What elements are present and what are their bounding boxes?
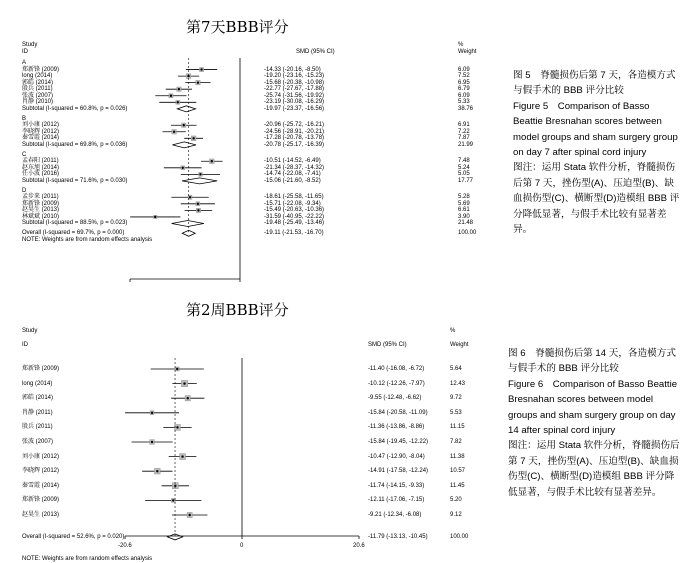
fig5-study-label: 任小波 (2016) xyxy=(22,171,60,178)
fig5-study-label: 郑新锋 (2009) xyxy=(22,200,60,207)
fig6-point xyxy=(176,368,178,370)
fig6-ci-value: -12.11 (-17.06, -7.15) xyxy=(368,497,425,504)
fig6-study-label: 秦雪霞 (2014) xyxy=(22,482,60,489)
fig6-ci-value: -10.12 (-12.26, -7.97) xyxy=(368,380,425,387)
fig5-weight-value: 5.33 xyxy=(458,99,470,106)
fig6-point xyxy=(156,470,158,472)
fig5-ci-value: -10.51 (-14.52, -6.49) xyxy=(264,158,321,165)
fig5-ci-value: -18.61 (-25.58, -11.65) xyxy=(264,194,324,201)
fig5-ci-value: -17.28 (-20.78, -13.78) xyxy=(264,135,325,142)
fig5-weight-value: 5.05 xyxy=(458,171,470,178)
fig5-caption-en-title: Figure 5 Comparison of Basso Beattie Bresnahan scores between model groups and sham surgery group on day 7 after spinal cord injury xyxy=(513,100,678,159)
fig5-caption-note: 图注：运用 Stata 软件分析，脊髓损伤后第 7 天，挫伤型(A)、压迫型(B)、缺血损伤型(C)、横断型(D)造模组 BBB 评分降低显著，与假手术比较有显著差异。 xyxy=(513,162,680,236)
fig5-study-label: 郑新锋 (2009) xyxy=(22,66,60,73)
fig6-study-label: 李晓辉 (2012) xyxy=(22,468,60,475)
fig6-ci-value: -11.79 (-13.13, -10.45) xyxy=(368,533,428,540)
fig6-weight-value: 10.57 xyxy=(450,468,466,475)
fig5-ci-value: -19.48 (-25.49, -13.46) xyxy=(264,220,325,227)
fig6-tick-label-right: 20.6 xyxy=(353,543,365,549)
fig6-note: NOTE: Weights are from random effects analysis xyxy=(22,555,153,562)
fig5-study-label: Subtotal (I-squared = 69.8%, p = 0.036) xyxy=(22,141,128,148)
fig6-study-label: 殷兵 (2011) xyxy=(22,424,53,431)
fig5-weight-value: 6.95 xyxy=(458,79,470,86)
fig6-weight-value: 11.38 xyxy=(450,453,465,460)
fig5-study-label: 林斌斌 (2010) xyxy=(22,213,60,220)
fig5-weight-value: 7.52 xyxy=(458,73,470,80)
fig5-weight-value: 7.22 xyxy=(458,128,470,135)
fig5-ci-value: -31.59 (-40.95, -22.22) xyxy=(264,213,325,220)
fig6-weight-value: 9.12 xyxy=(450,512,462,518)
fig6-caption-note: 图注：运用 Stata 软件分析，脊髓损伤后第 7 天，挫伤型(A)、压迫型(B)、缺血损伤型(C)、横断型(D)造模组 BBB 评分降低显著，与假手术比较有显著差异。 xyxy=(508,440,680,498)
fig6-weight-value: 9.72 xyxy=(450,395,462,402)
fig5-weight-value: 5.24 xyxy=(458,164,470,171)
fig5-weight-value: 6.91 xyxy=(458,122,470,129)
fig5-ci-value: -24.56 (-28.91, -20.21) xyxy=(264,128,325,135)
fig5-study-label: Subtotal (I-squared = 88.5%, p = 0.023) xyxy=(22,220,128,227)
fig6-header-weight: Weight xyxy=(450,342,469,348)
fig5-group-label: B xyxy=(22,115,27,122)
fig6-point xyxy=(176,426,178,428)
fig5-study-label: 孟春阳 (2011) xyxy=(22,158,59,165)
fig5-group-label: D xyxy=(22,187,27,194)
fig5-header-id: ID xyxy=(22,49,28,55)
fig5-study-label: 郭皓 (2014) xyxy=(22,79,54,86)
fig6-weight-value: 5.53 xyxy=(450,409,462,416)
fig5-study-label: Overall (I-squared = 69.7%, p = 0.000) xyxy=(22,230,125,237)
fig5-study-label: 李晓辉 (2012) xyxy=(22,128,60,135)
fig5-weight-value: 17.77 xyxy=(458,177,474,184)
fig5-title: 第7天BBB评分 xyxy=(186,18,289,36)
fig5-header-study: Study xyxy=(22,42,38,48)
fig6-weight-value: 5.20 xyxy=(450,497,462,504)
fig5-ci-value: -15.49 (-20.63, -10.36) xyxy=(264,207,325,214)
fig5-weight-value: 21.99 xyxy=(458,141,474,148)
fig6-weight-value: 5.64 xyxy=(450,366,462,372)
fig6-ci-value: -14.91 (-17.58, -12.24) xyxy=(368,468,429,475)
fig5-header-pct: % xyxy=(458,42,464,48)
fig6-ci-value: -11.36 (-13.86, -8.86) xyxy=(368,424,425,431)
fig6-study-label: 郑新锋 (2009) xyxy=(22,366,60,372)
fig5-weight-value: 7.48 xyxy=(458,158,470,165)
fig6-ci-value: -11.74 (-14.15, -9.33) xyxy=(368,482,425,489)
fig5-ci-value: -19.11 (-21.53, -16.70) xyxy=(264,230,324,237)
fig6-ci-value: -10.47 (-12.90, -8.04) xyxy=(368,453,425,460)
fig5-study-label: Subtotal (I-squared = 71.6%, p = 0.030) xyxy=(22,177,128,184)
fig6-study-label: 刘小康 (2012) xyxy=(22,453,60,460)
fig5-header-smd: SMD (95% CI) xyxy=(296,49,335,55)
fig5-ci-value: -20.78 (-25.17, -16.39) xyxy=(264,141,325,148)
fig6-tick-label-zero: 0 xyxy=(240,543,244,549)
fig5-study-label: 刘小康 (2012) xyxy=(22,122,60,129)
fig6-point xyxy=(181,455,183,457)
fig6-weight-value: 12.43 xyxy=(450,380,466,387)
fig6-header-study: Study xyxy=(22,328,38,334)
fig5-header-weight: Weight xyxy=(458,49,477,55)
fig5-ci-value: -15.68 (-20.38, -10.98) xyxy=(264,79,325,86)
fig5-study-label: 孟步来 (2011) xyxy=(22,194,59,201)
fig5-study-label: 赵东旭 (2014) xyxy=(22,164,60,171)
fig5-group-label: A xyxy=(22,60,27,66)
fig5-weight-value: 5.28 xyxy=(458,194,470,201)
fig6-header-smd: SMD (95% CI) xyxy=(368,342,407,348)
fig5-ci-value: -15.71 (-22.08, -9.34) xyxy=(264,200,321,207)
fig6-point xyxy=(183,382,185,384)
fig5-group-label: C xyxy=(22,151,27,158)
fig5-weight-value: 3.90 xyxy=(458,213,470,220)
fig6-caption-cn-title: 图 6 脊髓损伤后第 14 天，各造模方式与假手术的 BBB 评分比较 xyxy=(508,348,676,375)
fig6-weight-value: 11.45 xyxy=(450,482,465,489)
fig6-point xyxy=(151,441,153,443)
fig6-caption-en-title: Figure 6 Comparison of Basso Beattie Bresnahan scores between model groups and sham surgery group on day 14 after spinal cord injury xyxy=(508,378,678,437)
fig6-title: 第2周BBB评分 xyxy=(186,301,289,319)
fig6-ci-value: -9.55 (-12.48, -6.62) xyxy=(368,395,422,402)
fig6-point xyxy=(188,514,190,516)
fig5-study-label: 张波 (2007) xyxy=(22,92,54,99)
fig5-ci-value: -14.74 (-22.08, -7.41) xyxy=(264,171,321,178)
fig5-study-label: Subtotal (I-squared = 60.8%, p = 0.026) xyxy=(22,105,128,112)
fig6-study-label: 赵昊生 (2013) xyxy=(22,512,60,518)
fig5-note: NOTE: Weights are from random effects analysis xyxy=(22,236,153,243)
fig6-ci-value: -11.40 (-16.08, -6.72) xyxy=(368,366,425,372)
fig5-ci-value: -21.34 (-28.37, -14.32) xyxy=(264,164,325,171)
fig6-header-pct: % xyxy=(450,328,456,334)
fig6-point xyxy=(151,412,153,414)
fig5-weight-value: 6.61 xyxy=(458,207,470,214)
fig6-header-id: ID xyxy=(22,342,28,348)
fig6-study-label: 肖静 (2011) xyxy=(22,409,53,416)
fig5-ci-value: -15.06 (-21.60, -8.52) xyxy=(264,177,321,184)
fig5-ci-value: -19.20 (-23.16, -15.23) xyxy=(264,73,325,80)
fig6-weight-value: 100.00 xyxy=(450,533,469,540)
fig5-weight-value: 21.48 xyxy=(458,220,474,227)
fig6-tick-label-left: -20.6 xyxy=(118,543,132,549)
fig5-weight-value: 6.09 xyxy=(458,92,470,99)
fig5-weight-value: 100.00 xyxy=(458,230,477,237)
fig5-study-label: 秦雪霞 (2014) xyxy=(22,135,60,142)
fig6-ci-value: -15.84 (-20.58, -11.09) xyxy=(368,409,428,416)
fig6-study-label: long (2014) xyxy=(22,380,53,387)
fig5-study-label: long (2014) xyxy=(22,73,53,80)
fig6-point xyxy=(172,499,174,501)
fig5-weight-value: 6.79 xyxy=(458,86,470,93)
fig5-ci-value: -20.96 (-25.72, -16.21) xyxy=(264,122,325,129)
fig6-weight-value: 7.82 xyxy=(450,439,462,445)
fig5-study-label: 肖静 (2010) xyxy=(22,99,54,106)
fig6-study-label: 郭皓 (2014) xyxy=(22,395,54,402)
fig6-ci-value: -15.84 (-19.45, -12.22) xyxy=(368,439,429,445)
fig5-weight-value: 7.87 xyxy=(458,135,470,142)
fig5-weight-value: 38.76 xyxy=(458,105,474,112)
fig5-ci-value: -25.74 (-31.56, -19.92) xyxy=(264,92,325,99)
fig5-ci-value: -22.77 (-27.67, -17.88) xyxy=(264,86,325,93)
fig6-ci-value: -9.21 (-12.34, -6.08) xyxy=(368,512,422,518)
fig5-weight-value: 6.09 xyxy=(458,66,470,73)
fig5-ci-value: -14.33 (-20.16, -8.50) xyxy=(264,66,321,73)
fig5-weight-value: 5.69 xyxy=(458,200,470,207)
fig6-study-label: 郑新锋 (2009) xyxy=(22,497,60,504)
fig5-caption-cn-title: 图 5 脊髓损伤后第 7 天，各造模方式与假手术的 BBB 评分比较 xyxy=(513,70,676,97)
fig6-study-label: Overall (I-squared = 52.6%, p = 0.020) xyxy=(22,533,125,540)
fig6-weight-value: 11.15 xyxy=(450,424,465,431)
fig5-study-label: 殷兵 (2011) xyxy=(22,86,53,93)
fig5-ci-value: -19.97 (-23.37, -16.56) xyxy=(264,105,325,112)
fig6-point xyxy=(187,397,189,399)
fig5-study-label: 赵昊生 (2013) xyxy=(22,207,60,214)
fig5-ci-value: -23.19 (-30.08, -16.29) xyxy=(264,99,325,106)
fig6-study-label: 张波 (2007) xyxy=(22,439,54,445)
